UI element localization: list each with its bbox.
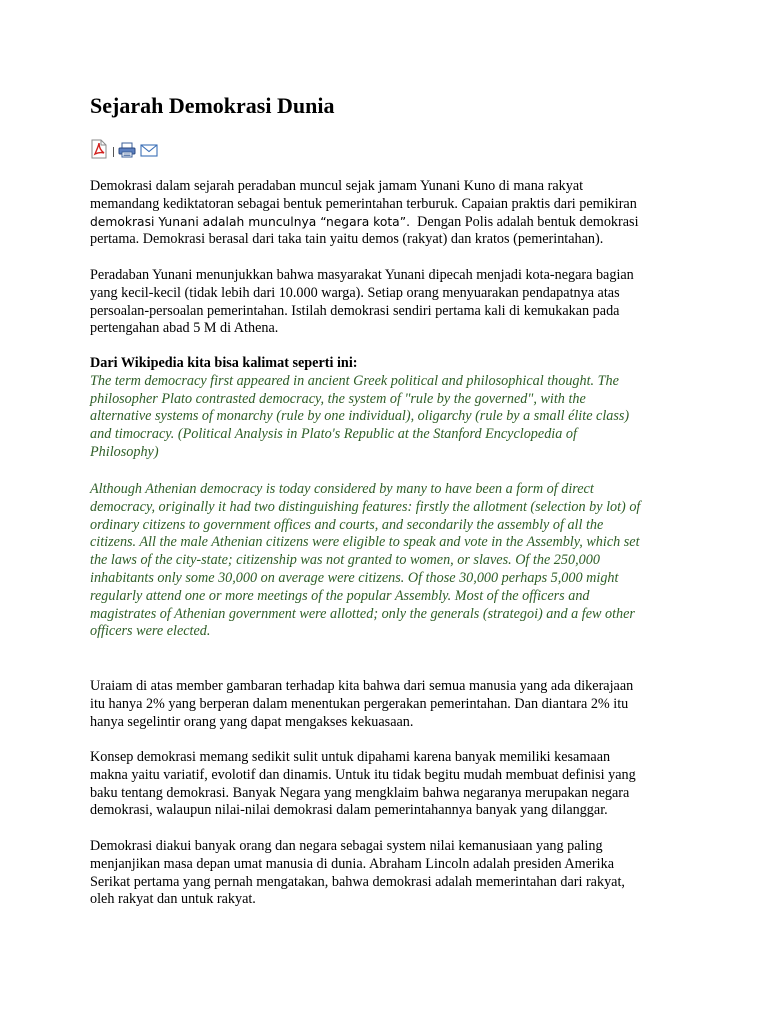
text-line: memandang kediktatoran sebagai bentuk pemerintahan terburuk. Capaian praktis dari pemikiran <box>90 195 637 212</box>
text-line: makna yaitu variatif, evolotif dan dinamis. Untuk itu tidak begitu mudah membuat definisi yang <box>90 766 636 783</box>
wikipedia-heading: Dari Wikipedia kita bisa kalimat seperti ini: <box>90 355 358 371</box>
paragraph-1 <box>90 178 700 249</box>
paragraph-2 <box>90 267 700 338</box>
text-line: baku tentang demokrasi. Banyak Negara yang mengklaim bahwa negaranya merupakan negara <box>90 784 630 801</box>
quote-line: democracy, originally it had two distinguishing features: firstly the allotment (selection by lot) of <box>90 498 641 515</box>
text-line: Serikat pertama yang pernah mengatakan, bahwa demokrasi adalah memerintahan dari rakyat, <box>90 873 625 890</box>
text-line: Uraiam di atas member gambaran terhadap kita bahwa dari semua manusia yang ada dikerajaan <box>90 678 634 694</box>
quote-line: citizens. All the male Athenian citizens were eligible to speak and vote in the Assembly, which set <box>90 534 640 551</box>
quote-line: philosopher Plato contrasted democracy, the system of "rule by the governed", with the <box>90 390 586 407</box>
quote-line: The term democracy first appeared in ancient Greek political and philosophical thought. The <box>90 372 619 389</box>
paragraph-4 <box>90 749 700 820</box>
text-line: demokrasi, walaupun nilai-nilai demokrasi dalam pemerintahannya banyak yang dilanggar. <box>90 802 608 819</box>
text-line: pertengahan abad 5 M di Athena. <box>90 320 279 337</box>
quote-line: magistrates of Athenian government were allotted; only the generals (strategoi) and a few other <box>90 605 635 622</box>
quote-line: ordinary citizens to government offices and courts, and secondarily the assembly of all the <box>90 516 604 533</box>
text-line: yang kecil-kecil (tidak lebih dari 10.000 warga). Setiap orang menyuarakan pendapatnya atas <box>90 284 620 301</box>
quote-line: regularly attend one or more meetings of the popular Assembly. Most of the officers and <box>90 587 590 604</box>
text-line: oleh rakyat dan untuk rakyat. <box>90 891 256 908</box>
text-line: Peradaban Yunani menunjukkan bahwa masyarakat Yunani dipecah menjadi kota-negara bagian <box>90 267 634 283</box>
page-title: Sejarah Demokrasi Dunia <box>90 93 335 118</box>
quote-line: inhabitants only some 30,000 on average were citizens. Of those 30,000 perhaps 5,000 might <box>90 569 619 586</box>
wikipedia-section <box>90 355 700 462</box>
text-line: persoalan-persoalan pemerintahan. Istilah demokrasi sendiri pertama kali di kemukakan pada <box>90 302 620 319</box>
text-line <box>90 214 700 232</box>
email-icon[interactable] <box>139 139 159 159</box>
quote-line: Although Athenian democracy is today considered by many to have been a form of direct <box>90 481 594 497</box>
quote-line: alternative systems of monarchy (rule by one individual), oligarchy (rule by a small élite class) <box>90 408 630 425</box>
text-span: Dengan Polis adalah bentuk demokrasi <box>409 213 639 230</box>
text-line: Konsep demokrasi memang sedikit sulit untuk dipahami karena banyak memiliki kesamaan <box>90 749 611 765</box>
quote-paragraph-2 <box>90 481 700 641</box>
paragraph-5 <box>90 838 700 909</box>
quote-line: Philosophy) <box>90 443 159 460</box>
text-line: menjanjikan masa depan umat manusia di dunia. Abraham Lincoln adalah presiden Amerika <box>90 855 614 872</box>
paragraph-3 <box>90 678 700 731</box>
text-span: demokrasi Yunani adalah munculnya “negara kota”. <box>90 214 410 229</box>
quote-line: officers were elected. <box>90 623 211 640</box>
icon-separator <box>113 147 114 157</box>
article-toolbar <box>90 137 159 159</box>
pdf-icon[interactable] <box>90 139 110 159</box>
quote-line: and timocracy. (Political Analysis in Plato's Republic at the Stanford Encyclopedia of <box>90 426 577 443</box>
text-line: Demokrasi diakui banyak orang dan negara sebagai system nilai kemanusiaan yang paling <box>90 838 603 854</box>
print-icon[interactable] <box>117 139 137 159</box>
text-line: Demokrasi dalam sejarah peradaban muncul sejak jamam Yunani Kuno di mana rakyat <box>90 178 584 194</box>
text-line: itu hanya 2% yang berperan dalam menentukan pergerakan pemerintahan. Dan diantara 2% itu <box>90 695 629 712</box>
quote-line: the laws of the city-state; citizenship was not granted to women, or slaves. Of the 250,000 <box>90 552 600 569</box>
text-line: hanya segelintir orang yang dapat mengakses kekuasaan. <box>90 713 414 730</box>
text-line: pertama. Demokrasi berasal dari taka tain yaitu demos (rakyat) dan kratos (pemerintahan). <box>90 231 604 248</box>
